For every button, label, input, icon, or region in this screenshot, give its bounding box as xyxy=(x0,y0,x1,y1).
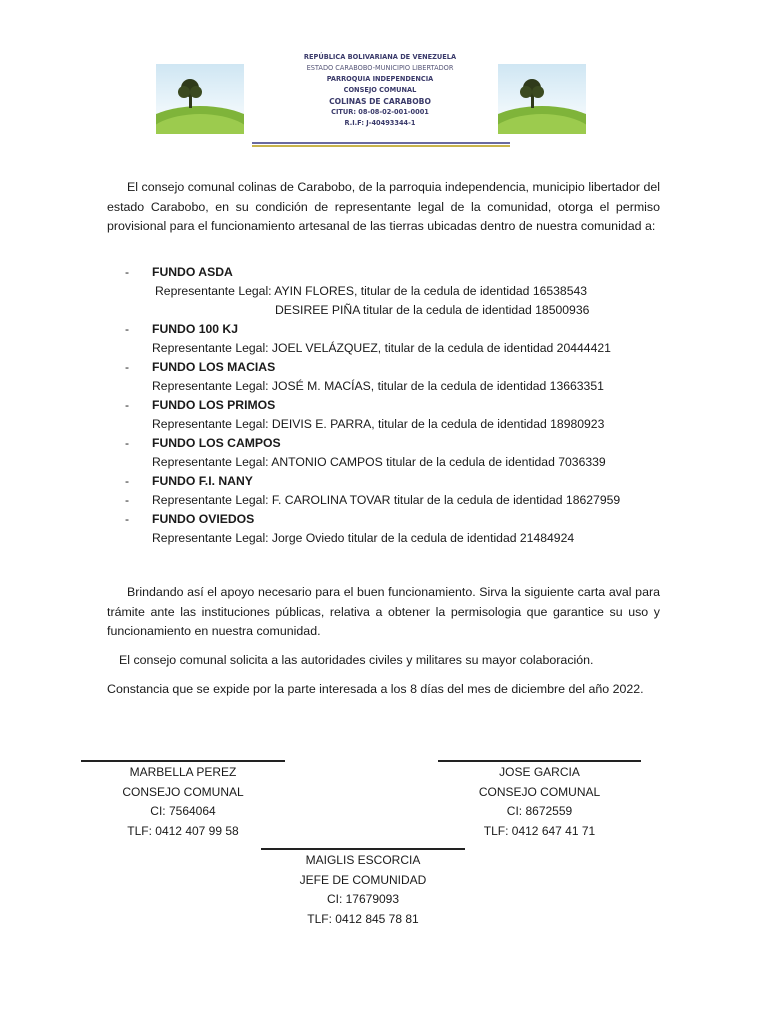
fundo-name: FUNDO LOS MACIAS xyxy=(152,360,276,374)
list-dash: - xyxy=(125,436,130,450)
closing-paragraph: Brindando así el apoyo necesario para el buen funcionamiento. Sirva la siguiente carta aval para trámite ante las instituciones públicas, relativa a obtener la permisologia que garantice su uso y funcionamiento en nuestra comunidad. xyxy=(107,585,660,638)
letterhead-line: CITUR: 08-08-02-001-0001 xyxy=(331,108,429,116)
letterhead xyxy=(150,42,565,152)
signer-role: CONSEJO COMUNAL xyxy=(122,784,244,799)
list-item xyxy=(125,263,685,282)
signer-name: MARBELLA PEREZ xyxy=(129,765,237,779)
signature-block-left xyxy=(81,763,285,841)
fundo-representative: Representante Legal: Jorge Oviedo titular de la cedula de identidad 21484924 xyxy=(152,531,575,545)
letterhead-line: REPÚBLICA BOLIVARIANA DE VENEZUELA xyxy=(303,53,457,61)
fundo-name: FUNDO 100 KJ xyxy=(152,322,239,336)
signer-name: MAIGLIS ESCORCIA xyxy=(305,853,421,867)
list-dash: - xyxy=(125,265,130,279)
letterhead-line: COLINAS DE CARABOBO xyxy=(329,97,431,106)
hill-tree-logo-right xyxy=(498,64,586,134)
list-item xyxy=(125,434,685,453)
fundo-representative: Representante Legal: JOSÉ M. MACÍAS, titular de la cedula de identidad 13663351 xyxy=(152,379,604,393)
list-dash: - xyxy=(125,512,130,526)
letterhead-rule xyxy=(252,145,510,147)
signer-role: CONSEJO COMUNAL xyxy=(478,784,601,799)
signature-block-right xyxy=(438,763,641,841)
list-item xyxy=(125,472,685,491)
signature-line-right xyxy=(438,760,641,762)
signature-line-center xyxy=(261,848,465,850)
signer-phone: TLF: 0412 647 41 71 xyxy=(483,823,596,838)
letterhead-line: R.I.F: J-40493344-1 xyxy=(344,119,416,127)
fundo-name: FUNDO LOS CAMPOS xyxy=(152,436,281,450)
fundo-list xyxy=(125,263,685,548)
list-item xyxy=(125,358,685,377)
closing-paragraph: El consejo comunal solicita a las autoridades civiles y militares su mayor colaboración. xyxy=(119,653,594,667)
signature-block-center xyxy=(261,851,465,929)
letterhead-line: PARROQUIA INDEPENDENCIA xyxy=(326,75,434,83)
list-dash: - xyxy=(125,360,130,374)
list-item xyxy=(125,491,685,510)
fundo-representative: Representante Legal: AYIN FLORES, titular de la cedula de identidad 16538543 xyxy=(155,284,588,298)
letterhead-line: CONSEJO COMUNAL xyxy=(343,86,417,94)
fundo-representative: Representante Legal: F. CAROLINA TOVAR titular de la cedula de identidad 18627959 xyxy=(152,493,621,507)
closing-paragraph: Constancia que se expide por la parte interesada a los 8 días del mes de diciembre del año 2022. xyxy=(107,682,644,696)
signer-ci: CI: 8672559 xyxy=(506,804,573,818)
list-dash: - xyxy=(125,474,130,488)
signer-name: JOSE GARCIA xyxy=(499,765,580,779)
signature-line-left xyxy=(81,760,285,762)
signer-phone: TLF: 0412 407 99 58 xyxy=(127,823,239,838)
fundo-name: FUNDO OVIEDOS xyxy=(152,512,255,526)
intro-paragraph: El consejo comunal colinas de Carabobo, de la parroquia independencia, municipio libertador del estado Carabobo, en su condición de representante legal de la comunidad, otorga el permiso provisional para el funcionamiento artesanal de las tierras ubicadas dentro de nuestra comunidad a: xyxy=(107,180,660,233)
letterhead-line: ESTADO CARABOBO-MUNICIPIO LIBERTADOR xyxy=(306,64,454,72)
list-dash: - xyxy=(125,322,130,336)
signer-role: JEFE DE COMUNIDAD xyxy=(299,872,427,887)
letterhead-rule xyxy=(252,142,510,144)
list-item xyxy=(125,396,685,415)
list-item xyxy=(125,510,685,529)
list-dash: - xyxy=(125,398,130,412)
fundo-representative: Representante Legal: ANTONIO CAMPOS titular de la cedula de identidad 7036339 xyxy=(152,455,606,469)
fundo-representative: Representante Legal: JOEL VELÁZQUEZ, titular de la cedula de identidad 20444421 xyxy=(152,341,611,355)
fundo-representative: Representante Legal: DEIVIS E. PARRA, titular de la cedula de identidad 18980923 xyxy=(152,417,605,431)
fundo-name: FUNDO LOS PRIMOS xyxy=(152,398,276,412)
hill-tree-logo-left xyxy=(156,64,244,134)
signer-ci: CI: 7564064 xyxy=(150,804,216,818)
fundo-representative-extra: DESIREE PIÑA titular de la cedula de identidad 18500936 xyxy=(275,303,590,317)
fundo-name: FUNDO F.I. NANY xyxy=(152,474,253,488)
signer-ci: CI: 17679093 xyxy=(326,892,400,906)
letterhead-text xyxy=(280,52,480,129)
list-dash: - xyxy=(125,493,130,507)
fundo-name: FUNDO ASDA xyxy=(152,265,233,279)
list-item xyxy=(125,320,685,339)
signer-phone: TLF: 0412 845 78 81 xyxy=(307,911,419,926)
